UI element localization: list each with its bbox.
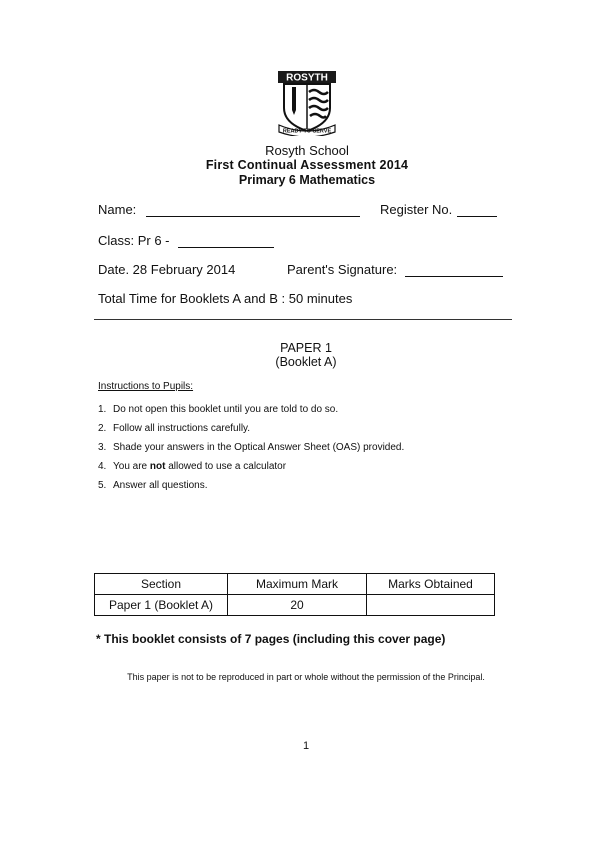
crest-motto-text: READY TO SERVE [282, 128, 332, 135]
instruction-item: 2. Follow all instructions carefully. [98, 423, 251, 434]
page-number: 1 [302, 740, 310, 752]
table-row [95, 595, 495, 616]
cell-marks-obtained[interactable] [367, 595, 495, 616]
class-field[interactable] [178, 247, 274, 248]
instruction-item: 3. Shade your answers in the Optical Answer Sheet (OAS) provided. [98, 442, 405, 453]
date-label: Date. 28 February 2014 [98, 262, 236, 277]
cell-maximum-mark: 20 [228, 595, 367, 616]
assessment-title: First Continual Assessment 2014 [205, 158, 409, 172]
booklet-title: (Booklet A) [275, 355, 337, 369]
divider-line [94, 319, 512, 320]
name-label: Name: [98, 202, 137, 217]
subject-title: Primary 6 Mathematics [238, 173, 376, 187]
booklet-pages-note: * This booklet consists of 7 pages (including this cover page) [96, 632, 446, 646]
header-section: Section [95, 574, 228, 595]
school-name: Rosyth School [265, 143, 349, 158]
table-header-row [95, 574, 495, 595]
instructions-list [98, 403, 404, 498]
header-marks-obtained: Marks Obtained [367, 574, 495, 595]
signature-label: Parent's Signature: [287, 262, 398, 277]
permission-notice: This paper is not to be reproduced in part or whole without the permission of the Principal. [127, 672, 485, 682]
name-field[interactable] [146, 216, 360, 217]
header-maximum-mark: Maximum Mark [228, 574, 367, 595]
instruction-item: 1. Do not open this booklet until you are told to do so. [98, 404, 339, 415]
instructions-heading: Instructions to Pupils: [98, 381, 194, 392]
crest-banner-text: ROSYTH [286, 72, 328, 84]
parent-signature-field[interactable] [405, 276, 503, 277]
marks-table [94, 573, 495, 616]
instruction-item: 5. Answer all questions. [98, 480, 208, 491]
time-label: Total Time for Booklets A and B : 50 minutes [98, 291, 353, 306]
register-label: Register No. [380, 202, 453, 217]
class-label: Class: Pr 6 - [98, 233, 170, 248]
school-crest-logo [276, 70, 338, 136]
register-number-field[interactable] [457, 216, 497, 217]
cell-section: Paper 1 (Booklet A) [95, 595, 228, 616]
paper-title: PAPER 1 [280, 341, 332, 355]
instruction-item: 4. You are not allowed to use a calculator [98, 461, 287, 472]
